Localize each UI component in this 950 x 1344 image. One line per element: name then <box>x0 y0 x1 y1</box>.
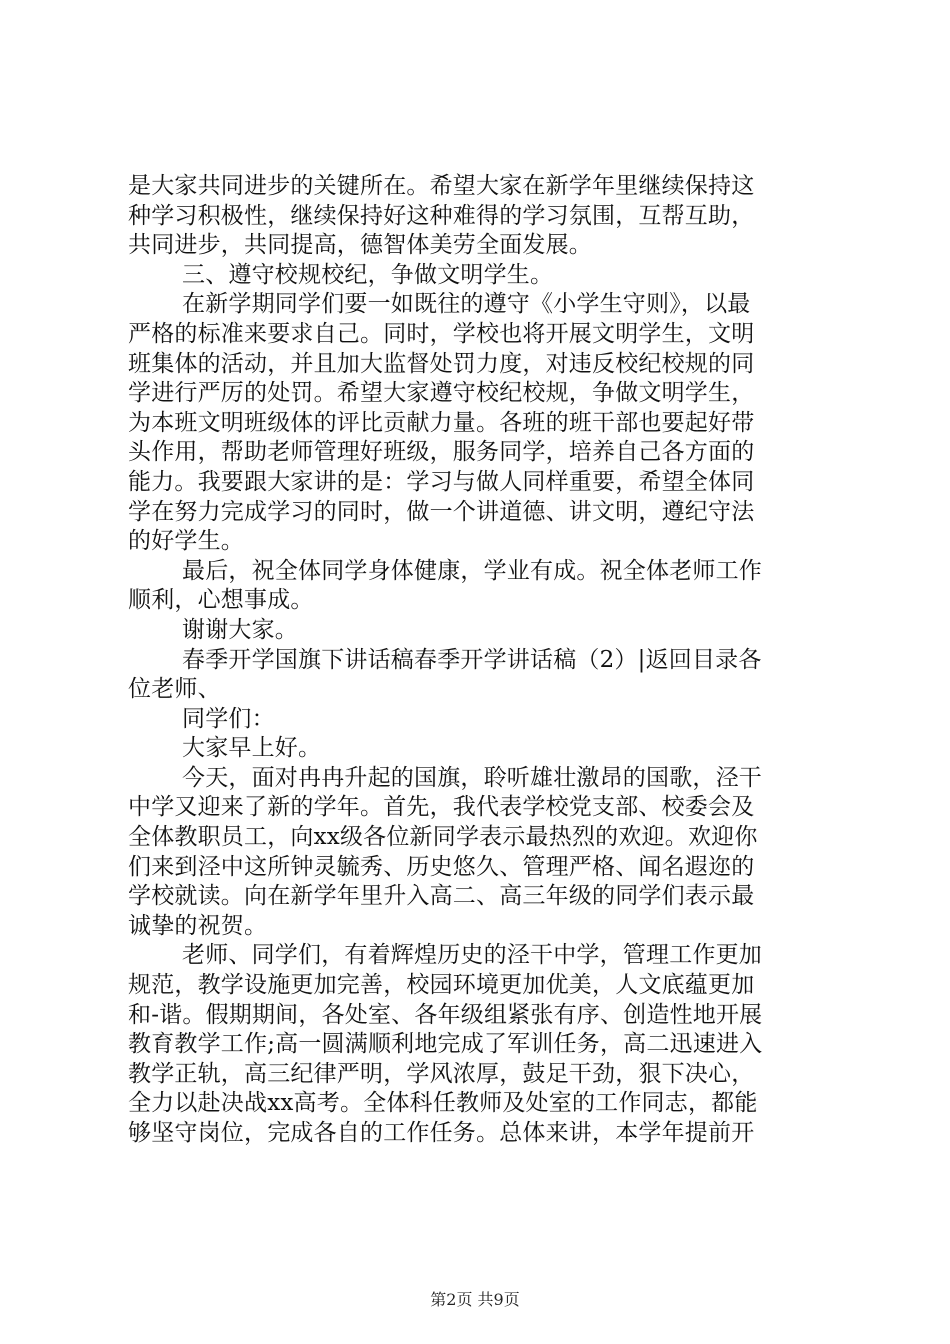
text-line: 头作用，帮助老师管理好班级，服务同学，培养自己各方面的 <box>128 439 755 466</box>
text-line: 谢谢大家。 <box>182 616 298 643</box>
section-heading: 三、遵守校规校纪，争做文明学生。 <box>182 261 554 288</box>
text-line: 在新学期同学们要一如既往的遵守《小学生守则》，以最 <box>182 291 751 318</box>
page-number-footer: 第2页 共9页 <box>430 1290 520 1309</box>
text-line: 们来到泾中这所钟灵毓秀、历史悠久、管理严格、闻名遐迩的 <box>128 853 755 880</box>
body-text <box>128 172 836 1149</box>
text-line: 学校就读。向在新学年里升入高二、高三年级的同学们表示最 <box>128 883 755 910</box>
text-line: 最后，祝全体同学身体健康，学业有成。祝全体老师工作 <box>182 557 762 584</box>
text-line: 班集体的活动，并且加大监督处罚力度，对违反校纪校规的同 <box>128 350 755 377</box>
text-line: 中学又迎来了新的学年。首先，我代表学校党支部、校委会及 <box>128 794 755 821</box>
text-line: 今天，面对冉冉升起的国旗，聆听雄壮激昂的国歌，泾干 <box>182 764 762 791</box>
text-line: 教育教学工作;高一圆满顺利地完成了军训任务，高二迅速进入 <box>128 1031 763 1058</box>
text-line: 严格的标准来要求自己。同时，学校也将开展文明学生，文明 <box>128 320 755 347</box>
text-line: 规范，教学设施更加完善，校园环境更加优美，人文底蕴更加 <box>128 972 755 999</box>
text-line: 诚挚的祝贺。 <box>128 912 268 939</box>
text-line: 够坚守岗位，完成各自的工作任务。总体来讲，本学年提前开 <box>128 1120 755 1146</box>
text-line: 能力。我要跟大家讲的是：学习与做人同样重要，希望全体同 <box>128 468 755 495</box>
text-line: 种学习积极性，继续保持好这种难得的学习氛围，互帮互助， <box>128 202 755 229</box>
text-line: 教学正轨，高三纪律严明，学风浓厚，鼓足干劲，狠下决心， <box>128 1060 755 1087</box>
text-line: 全体教职员工，向xx级各位新同学表示最热烈的欢迎。欢迎你 <box>128 824 758 851</box>
text-line: 的好学生。 <box>128 528 244 555</box>
text-line: 为本班文明班级体的评比贡献力量。各班的班干部也要起好带 <box>128 409 755 436</box>
text-line: 顺利，心想事成。 <box>128 587 314 614</box>
text-line: 共同进步，共同提高，德智体美劳全面发展。 <box>128 232 592 259</box>
text-line: 和-谐。假期期间，各处室、各年级组紧张有序、创造性地开展 <box>128 1001 763 1028</box>
text-line: 是大家共同进步的关键所在。希望大家在新学年里继续保持这 <box>128 173 755 199</box>
text-line: 同学们： <box>182 705 275 732</box>
text-line: 学进行严厉的处罚。希望大家遵守校纪校规，争做文明学生， <box>128 380 755 407</box>
text-line: 学在努力完成学习的同时，做一个讲道德、讲文明，遵纪守法 <box>128 498 755 525</box>
text-line: 全力以赴决战xx高考。全体科任教师及处室的工作同志，都能 <box>128 1090 758 1117</box>
text-line: 春季开学国旗下讲话稿春季开学讲话稿（2）|返回目录各 <box>182 646 762 673</box>
text-line: 大家早上好。 <box>182 735 322 762</box>
text-line: 老师、同学们，有着辉煌历史的泾干中学，管理工作更加 <box>182 942 762 969</box>
text-line: 位老师、 <box>128 676 221 703</box>
